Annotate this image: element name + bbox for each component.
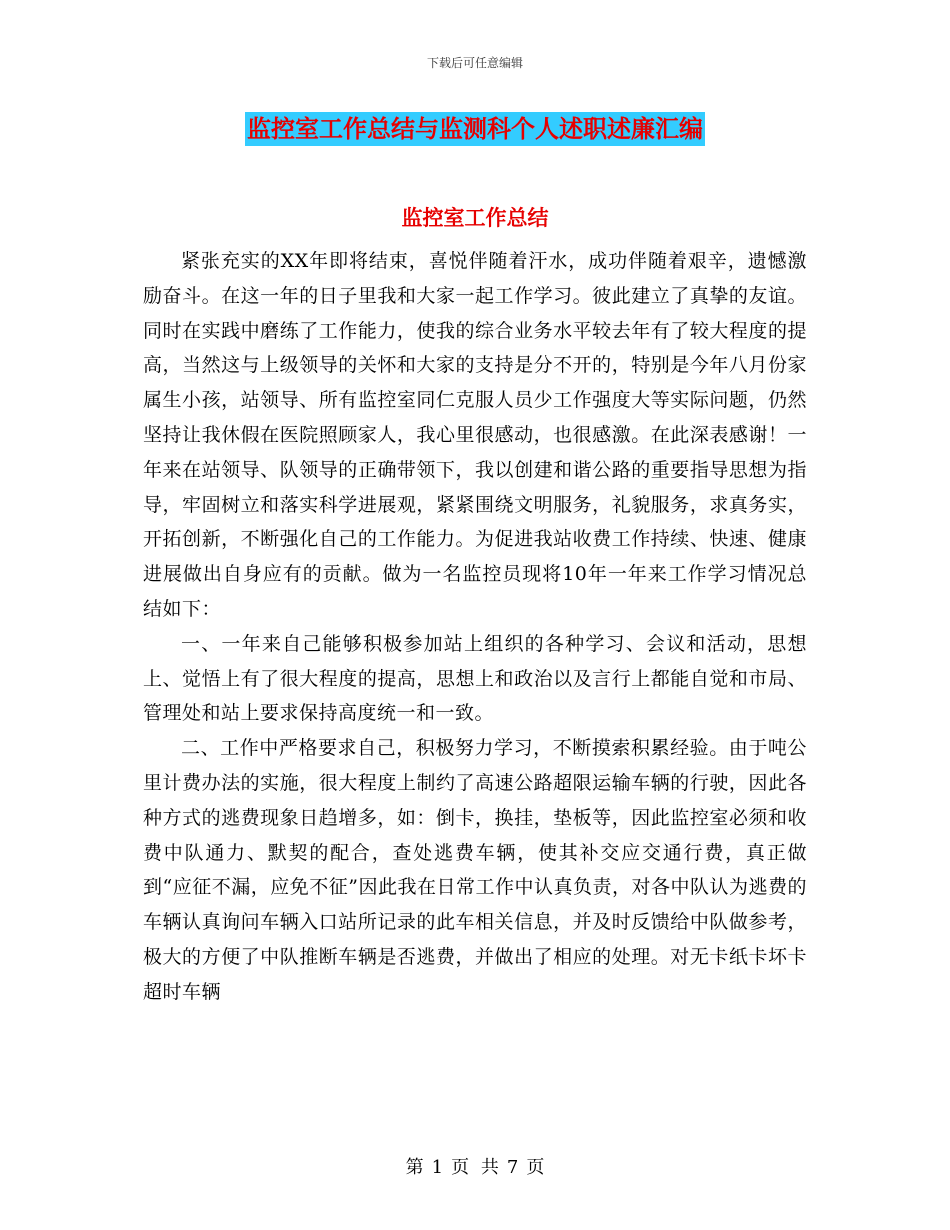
page-footer (0, 1153, 950, 1179)
footer-total-pages: 7 (506, 1157, 519, 1178)
footer-prefix: 第 (405, 1157, 424, 1178)
document-title: 监控室工作总结与监测科个人述职述廉汇编 (245, 112, 705, 146)
paragraph: 紧张充实的XX年即将结束，喜悦伴随着汗水，成功伴随着艰辛，遗憾激励奋斗。在这一年的日子里我和大家一起工作学习。彼此建立了真挚的友谊。同时在实践中磨练了工作能力，使我的综合业务水平较去年有了较大程度的提高，当然这与上级领导的关怀和大家的支持是分不开的，特别是今年八月份家属生小孩，站领导、所有监控室同仁克服人员少工作强度大等实际问题，仍然坚持让我休假在医院照顾家人，我心里很感动，也很感激。在此深表感谢！一年来在站领导、队领导的正确带领下，我以创建和谐公路的重要指导思想为指导，牢固树立和落实科学进展观，紧紧围绕文明服务，礼貌服务，求真务实，开拓创新，不断强化自己的工作能力。为促进我站收费工作持续、快速、健康进展做出自身应有的贡献。做为一名监控员现将10年一年来工作学习情况总结如下： (143, 250, 807, 620)
header-note: 下载后可任意编辑 (426, 56, 523, 70)
paragraph: 二、工作中严格要求自己，积极努力学习，不断摸索积累经验。由于吨公里计费办法的实施，很大程度上制约了高速公路超限运输车辆的行驶，因此各种方式的逃费现象日趋增多，如：倒卡，换挂，垫板等，因此监控室必须和收费中队通力、默契的配合，查处逃费车辆，使其补交应交通行费，真正做到“应征不漏，应免不征”因此我在日常工作中认真负责，对各中队认为逃费的车辆认真询问车辆入口站所记录的此车相关信息，并及时反馈给中队做参考，极大的方便了中队推断车辆是否逃费，并做出了相应的处理。对无卡纸卡坏卡超时车辆 (143, 737, 807, 1003)
section-title: 监控室工作总结 (401, 205, 549, 230)
footer-suffix: 页 (526, 1157, 545, 1178)
document-body (143, 244, 807, 1010)
footer-page-number: 1 (431, 1157, 444, 1178)
paragraph: 一、一年来自己能够积极参加站上组织的各种学习、会议和活动，思想上、觉悟上有了很大程度的提高，思想上和政治以及言行上都能自觉和市局、管理处和站上要求保持高度统一和一致。 (143, 632, 807, 725)
document-title-wrap (0, 112, 950, 146)
footer-middle: 页 共 (451, 1157, 499, 1178)
